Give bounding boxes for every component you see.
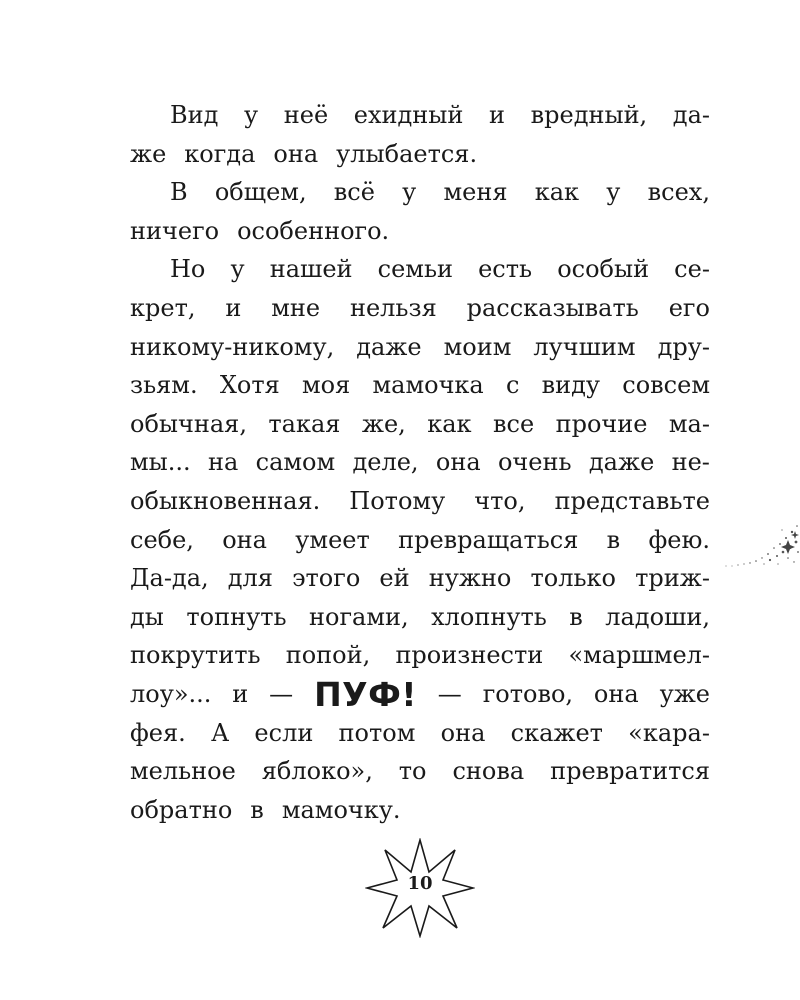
word: мамочка [372, 371, 484, 400]
word: с [505, 371, 520, 400]
word: у [230, 255, 245, 284]
word: моим [443, 332, 512, 361]
word: скажет [510, 718, 603, 747]
word: мельное [130, 757, 236, 786]
word: умеет [295, 525, 370, 554]
word: лоу»... [130, 679, 212, 708]
word: же, [361, 409, 406, 438]
word: меня [443, 178, 508, 207]
text-line [130, 636, 710, 675]
word: она [273, 139, 319, 168]
word: у [244, 101, 259, 129]
text-line [130, 443, 710, 482]
word: она [440, 718, 486, 747]
word: такая [268, 409, 341, 438]
word: все [492, 409, 535, 438]
text-line [130, 135, 710, 174]
text-line [130, 559, 710, 598]
word: обычная, [130, 409, 247, 438]
word: самом [255, 448, 336, 477]
word: даже [356, 332, 422, 361]
word: особый [557, 255, 650, 284]
word: дру- [657, 332, 710, 361]
word: обыкновенная. [130, 486, 321, 515]
word: «маршмел- [568, 641, 710, 670]
word: В [170, 178, 188, 207]
text-line [130, 598, 710, 637]
word: Хотя [219, 371, 280, 400]
word: неё [283, 101, 329, 129]
word: — [437, 679, 462, 708]
word: Потому [349, 486, 446, 515]
text-line [130, 289, 710, 328]
word: у [606, 178, 621, 207]
word: триж- [635, 564, 710, 593]
word: и [489, 101, 505, 129]
text-line [130, 714, 710, 753]
word: лучшим [533, 332, 636, 361]
sparkles-icon [720, 518, 800, 578]
word: ей [379, 564, 410, 593]
word: семьи [377, 255, 453, 284]
text-line [130, 675, 710, 714]
word: и [225, 293, 242, 322]
text-line [130, 521, 710, 560]
word: уже [659, 679, 710, 708]
word: потом [338, 718, 416, 747]
word: нельзя [349, 293, 437, 322]
word: прочие [555, 409, 648, 438]
word: да- [672, 101, 710, 129]
word: она [222, 525, 267, 554]
word: же [130, 139, 167, 168]
word: Но [170, 255, 206, 284]
word: на [207, 448, 239, 477]
word: как [427, 409, 472, 438]
word: моя [301, 371, 351, 400]
word: «кара- [628, 718, 710, 747]
text-line [130, 212, 710, 251]
word: ехидный [353, 101, 464, 129]
text-line [130, 752, 710, 791]
word: себе, [130, 525, 194, 554]
word: в [250, 795, 264, 824]
word: превращаться [398, 525, 579, 554]
word: всё [333, 178, 375, 207]
word: се- [674, 255, 710, 284]
word: она [593, 679, 639, 708]
word: Да-да, [130, 564, 209, 593]
word: обратно [130, 795, 233, 824]
word: даже [588, 448, 655, 477]
word: никому-никому, [130, 332, 335, 361]
word: она [435, 448, 481, 477]
word: ногами, [309, 602, 409, 631]
word: превратится [550, 757, 710, 786]
emphasis-word: ПУФ! [314, 674, 417, 714]
word: виду [541, 371, 601, 400]
word: и [232, 679, 249, 708]
word: нашей [269, 255, 353, 284]
word: всех, [647, 178, 710, 207]
word: как [534, 178, 580, 207]
word: мне [271, 293, 321, 322]
word: есть [478, 255, 533, 284]
text-line [130, 791, 710, 830]
word: топнуть [186, 602, 287, 631]
word: ды [130, 602, 164, 631]
word: общем, [214, 178, 307, 207]
word: готово, [482, 679, 574, 708]
word: совсем [622, 371, 710, 400]
text-line [130, 482, 710, 521]
word: у [402, 178, 417, 207]
word: его [668, 293, 710, 322]
word: хлопнуть [431, 602, 547, 631]
word: вредный, [530, 101, 648, 129]
word: деле, [352, 448, 419, 477]
word: мы... [130, 448, 191, 477]
word: крет, [130, 293, 196, 322]
word: ма- [668, 409, 710, 438]
word: что, [474, 486, 526, 515]
word: в [606, 525, 621, 554]
word: улыбается. [336, 139, 478, 168]
word: произнести [395, 641, 544, 670]
word: фея. [130, 718, 186, 747]
text-line [130, 250, 710, 289]
word: А [211, 718, 230, 747]
body-text [130, 96, 710, 829]
word: представьте [554, 486, 710, 515]
word: ничего [130, 216, 220, 245]
word: зьям. [130, 371, 198, 400]
word: для [227, 564, 273, 593]
text-line [130, 173, 710, 212]
word: мамочку. [281, 795, 401, 824]
word: ладоши, [605, 602, 710, 631]
word: когда [184, 139, 256, 168]
page-number: 10 [407, 873, 433, 894]
word: очень [497, 448, 572, 477]
word: только [530, 564, 616, 593]
word: покрутить [130, 641, 261, 670]
word: нужно [428, 564, 512, 593]
word: особенного. [237, 216, 390, 245]
word: — [269, 679, 294, 708]
text-line [130, 405, 710, 444]
word: то [398, 757, 427, 786]
word: этого [292, 564, 361, 593]
word: яблоко», [261, 757, 373, 786]
word: рассказывать [466, 293, 639, 322]
word: фею. [648, 525, 710, 554]
word: в [569, 602, 583, 631]
text-line [130, 96, 710, 135]
word: попой, [285, 641, 371, 670]
word: Вид [170, 101, 219, 129]
text-line [130, 366, 710, 405]
text-line [130, 328, 710, 367]
word: не- [671, 448, 710, 477]
word: снова [452, 757, 525, 786]
word: если [254, 718, 314, 747]
